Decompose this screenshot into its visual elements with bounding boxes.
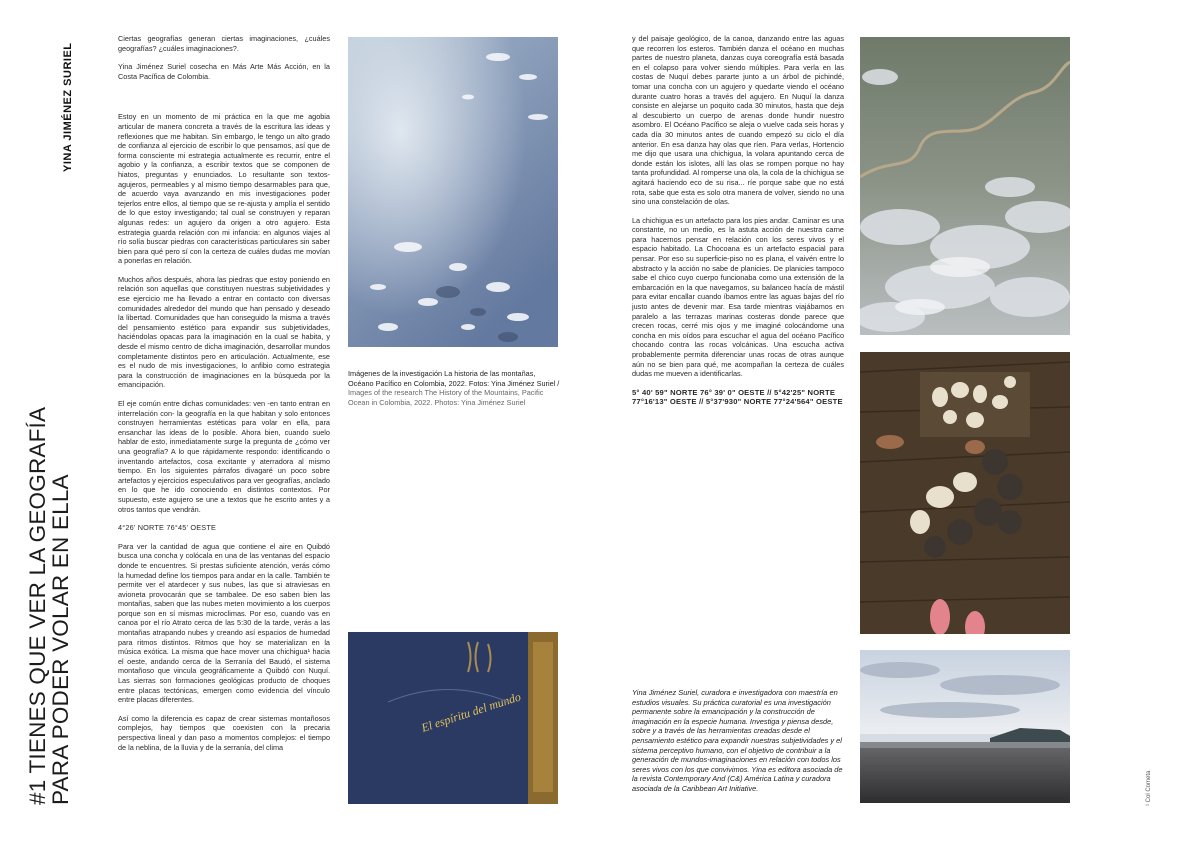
paragraph: Muchos años después, ahora las piedras que estoy poniendo en relación son aquellas que constituyen nuestras subjetividades y ese ejercicio me ha llevado a entrar en contacto con diversas comunidades alrededor del mundo que han pensado y deseado la libertad. Comunidades que han conseguido la misma a través del pensamiento estético para expandir sus subjetividades, haciéndolas opacas para la imaginación en la cual se habita, y desde el mismo centro de dicha imaginación, desarrollar mundos completamente distintos pero en articulación. Actualmente, ese es el nudo de mis investigaciones, lo anfibio como estrategia para la construcción de imaginaciones en la búsqueda por la emancipación. — [118, 274, 330, 390]
intro-note: Yina Jiménez Suriel cosecha en Más Arte Más Acción, en la Costa Pacífica de Colombia. — [118, 62, 330, 81]
paragraph: Así como la diferencia es capaz de crear sistemas montañosos complejos, hay tiempos que coexisten con la precaria perspectiva lineal y dan paso a momentos complejos: el tiempo de la neblina, de la lluvia y de la serranía, del clima — [118, 713, 330, 752]
paragraph: y del paisaje geológico, de la canoa, danzando entre las aguas que recorren los esteros. También danza el océano en muchas partes de nuestro planeta, danzas cuya coreografía está basada en el colapso para volver siendo múltiples. Para verla en las costas de Nuquí debes pararte junto a un árbol de pichindé, tomar una concha con un agujero y quedarte viendo el océano durante cuatro horas a través del agujero. En Nuquí la danza consiste en alejarse un poquito cada 30 minutos, hasta que deja al descubierto un cuerpo de arenas donde hundir nuestro asombro. El Océano Pacífico se aleja o vuelve cada seis horas y cada día 30 minutos antes de cuando empezó su ciclo el día anterior. En esa danza hay olas que ríen. Para verlas, Hortencio me dijo que usara una chichigua, la volara apuntando cerca de donde están los islotes, allí las olas se rompen porque no hay tanta profundidad. Al romperse una ola, la cola de la chichigua se agitará haciendo eco de su risa... ríe porque sabe que no está rota, sabe que esta es solo otra manera de volver, siendo no una sino una constelación de olas. — [632, 34, 844, 207]
intro-question: Ciertas geografías generan ciertas imaginaciones, ¿cuáles geografías? ¿cuáles imaginaciones?. — [118, 34, 330, 53]
photo-ocean-aerial — [348, 37, 558, 347]
coordinates-heading: 5° 40' 59" NORTE 76° 39' 0" OESTE // 5°42'25" NORTE 77°16'13" OESTE // 5°37'930" NORTE 77°24'564" OESTE — [632, 387, 843, 407]
paragraph: La chichigua es un artefacto para los pies andar. Caminar es una constante, no un medio, es la astuta acción de nuestra carne para hacernos pensar en relación con los seres vivos y el espacio habitado. La Chocoana es un artefacto espacial para pensar. Por eso su superficie-piso no es plana, el vaivén entre lo abstracto y la acción no sabe de planicies. De planicies tampoco sabe el chico cuyo cuerpo funcionaba como una extensión de la embarcación en la que navegamos, su balanceo hacía de mástil para evitar encallar cuando íbamos entre las aguas bajas del río justo antes de devenir mar. Esa tarde mientras viajábamos en paralelo a las terrazas marinas costeras donde parece que crecen rocas, cerré mis ojos y me imaginé colocándome una concha en mis oídos para escuchar el agua del océano Pacífico chocando contra las rocas volcánicas. Una escucha activa probablemente permita diferenciar unas rocas de otras aunque aún no se bien para qué, me acompañan la certeza de cuáles dudas me mueven a identificarlas. — [632, 215, 844, 379]
photo-beach — [860, 650, 1070, 803]
photo-caption — [348, 369, 562, 407]
title-line-2: PARA PODER VOLAR EN ELLA — [48, 474, 73, 805]
footnote: ¹ Col Cometa — [1146, 770, 1152, 806]
caption-english: Images of the research The History of the Mountains, Pacific Ocean in Colombia, 2022. Photos: Yina Jiménez Suriel — [348, 388, 544, 407]
section-heading: 4°26' NORTE 76°45' OESTE — [118, 523, 217, 533]
author-bio: Yina Jiménez Suriel, curadora e investigadora con maestría en estudios visuales. Su práctica curatorial es una investigación permanente sobre la emancipación y la construcción de imaginación en la especie humana. Investiga y piensa desde, sobre y a través de las herramientas creadas desde el pensamiento estético para expandir nuestras subjetividades y el sistema perceptivo humano, con el objetivo de contribuir a la generación de mundos-imaginaciones en relación con todos los seres vivos con los que convivimos. Yina es editora asociada de la revista Contemporary And (C&) América Latina y curadora asociada de la Caribbean Art Initiative. — [632, 688, 843, 793]
door-inscription: El espíritu del mundo — [419, 689, 523, 735]
photo-blue-door — [348, 632, 558, 804]
text-column-1 — [118, 34, 330, 761]
title-line-1: #1 TIENES QUE VER LA GEOGRAFÍA — [25, 406, 50, 805]
paragraph: Para ver la cantidad de agua que contiene el aire en Quibdó busca una concha y colócala en una de las ventanas del espacio donde te encuentres. Si prestas suficiente atención, verás cómo la humedad define los tiempos para andar en la calle. También te permite ver el atardecer y sus nubes, las que si atraviesas en avioneta provocarán que se tambalee. De eso saben bien las montañas, saben que las nubes meten movimiento a los cuerpos porque son en sí mismas microclimas. Por eso, cuando vas en canoa por el río Atrato cerca de las 5:30 de la tarde, verás a las montañas atrapando nubes y creando así espacios de humedad para ritmos distintos. Ritmos que hoy se materializan en la música exótica. La misma que hace mover una chichigua¹ hacia el oeste, andando cerca de la Serranía del Baudó, el sistema montañoso que vincula geográficamente a Quibdó con Nuquí. Las sierras son formaciones geológicas producto de choques entre placas tectónicas, emergen como evidencia del vínculo entre placas diferentes. — [118, 541, 330, 705]
photo-river-aerial — [860, 37, 1070, 335]
author-name: YINA JIMÉNEZ SURIEL — [62, 42, 74, 172]
paragraph: Estoy en un momento de mi práctica en la que me agobia articular de manera concreta a través de la escritura las ideas y reflexiones que me habitan. Sin embargo, le tengo un alto grado de confianza al ejercicio de escribir lo que pensamos, así que de forma consciente mi estrategia actualmente es recurrir, entre el agobio y la confianza, a escribir textos que se componen de hiatos, preguntas y enunciados. Lo resultante son textos-agujeros, permeables y al mismo tiempo desarmables para que, de acuerdo vaya avanzando en mis investigaciones poder tejerlos entre ellos, al tiempo que se re-ajusta y amplía el sentido de lo que estoy investigando; tal cual se construyen y reparan algunas redes: un agujero da origen a otro agujero. Esta estrategia guarda relación con mi infancia: en algunos viajes al río solía buscar piedras con características particulares sin saber bien para qué pero sí con la certeza de cuáles dudas me movían a ponerlas en relación. — [118, 112, 330, 266]
text-column-3 — [632, 34, 844, 416]
article-title — [26, 407, 72, 805]
photo-shells-on-wood — [860, 352, 1070, 634]
paragraph: El eje común entre dichas comunidades: ven -en tanto entran en interrelación con- la geografía en la que habitan y solo entonces construyen herramientas estéticas para volar en ella, para ensanchar las ideas de lo posible. Ahora bien, cuando suelo hablar de esto, inmediatamente surge la pregunta de ¿cómo ver una geografía? A lo que rápidamente respondo: identificando o inventando artefactos, cosa excitante y aterradora al mismo tiempo. En los siguientes párrafos divagaré un poco sobre artefactos y ejercicios especulativos para ver geografías, anclado en lo que he ido conociendo en distintos contextos. Por supuesto, este agujero se une a textos que he escrito antes y a otros tantos que vendrán. — [118, 399, 330, 514]
caption-spanish: Imágenes de la investigación La historia de las montañas, Océano Pacífico en Colombia, 2022. Fotos: Yina Jiménez Suriel / — [348, 369, 560, 388]
